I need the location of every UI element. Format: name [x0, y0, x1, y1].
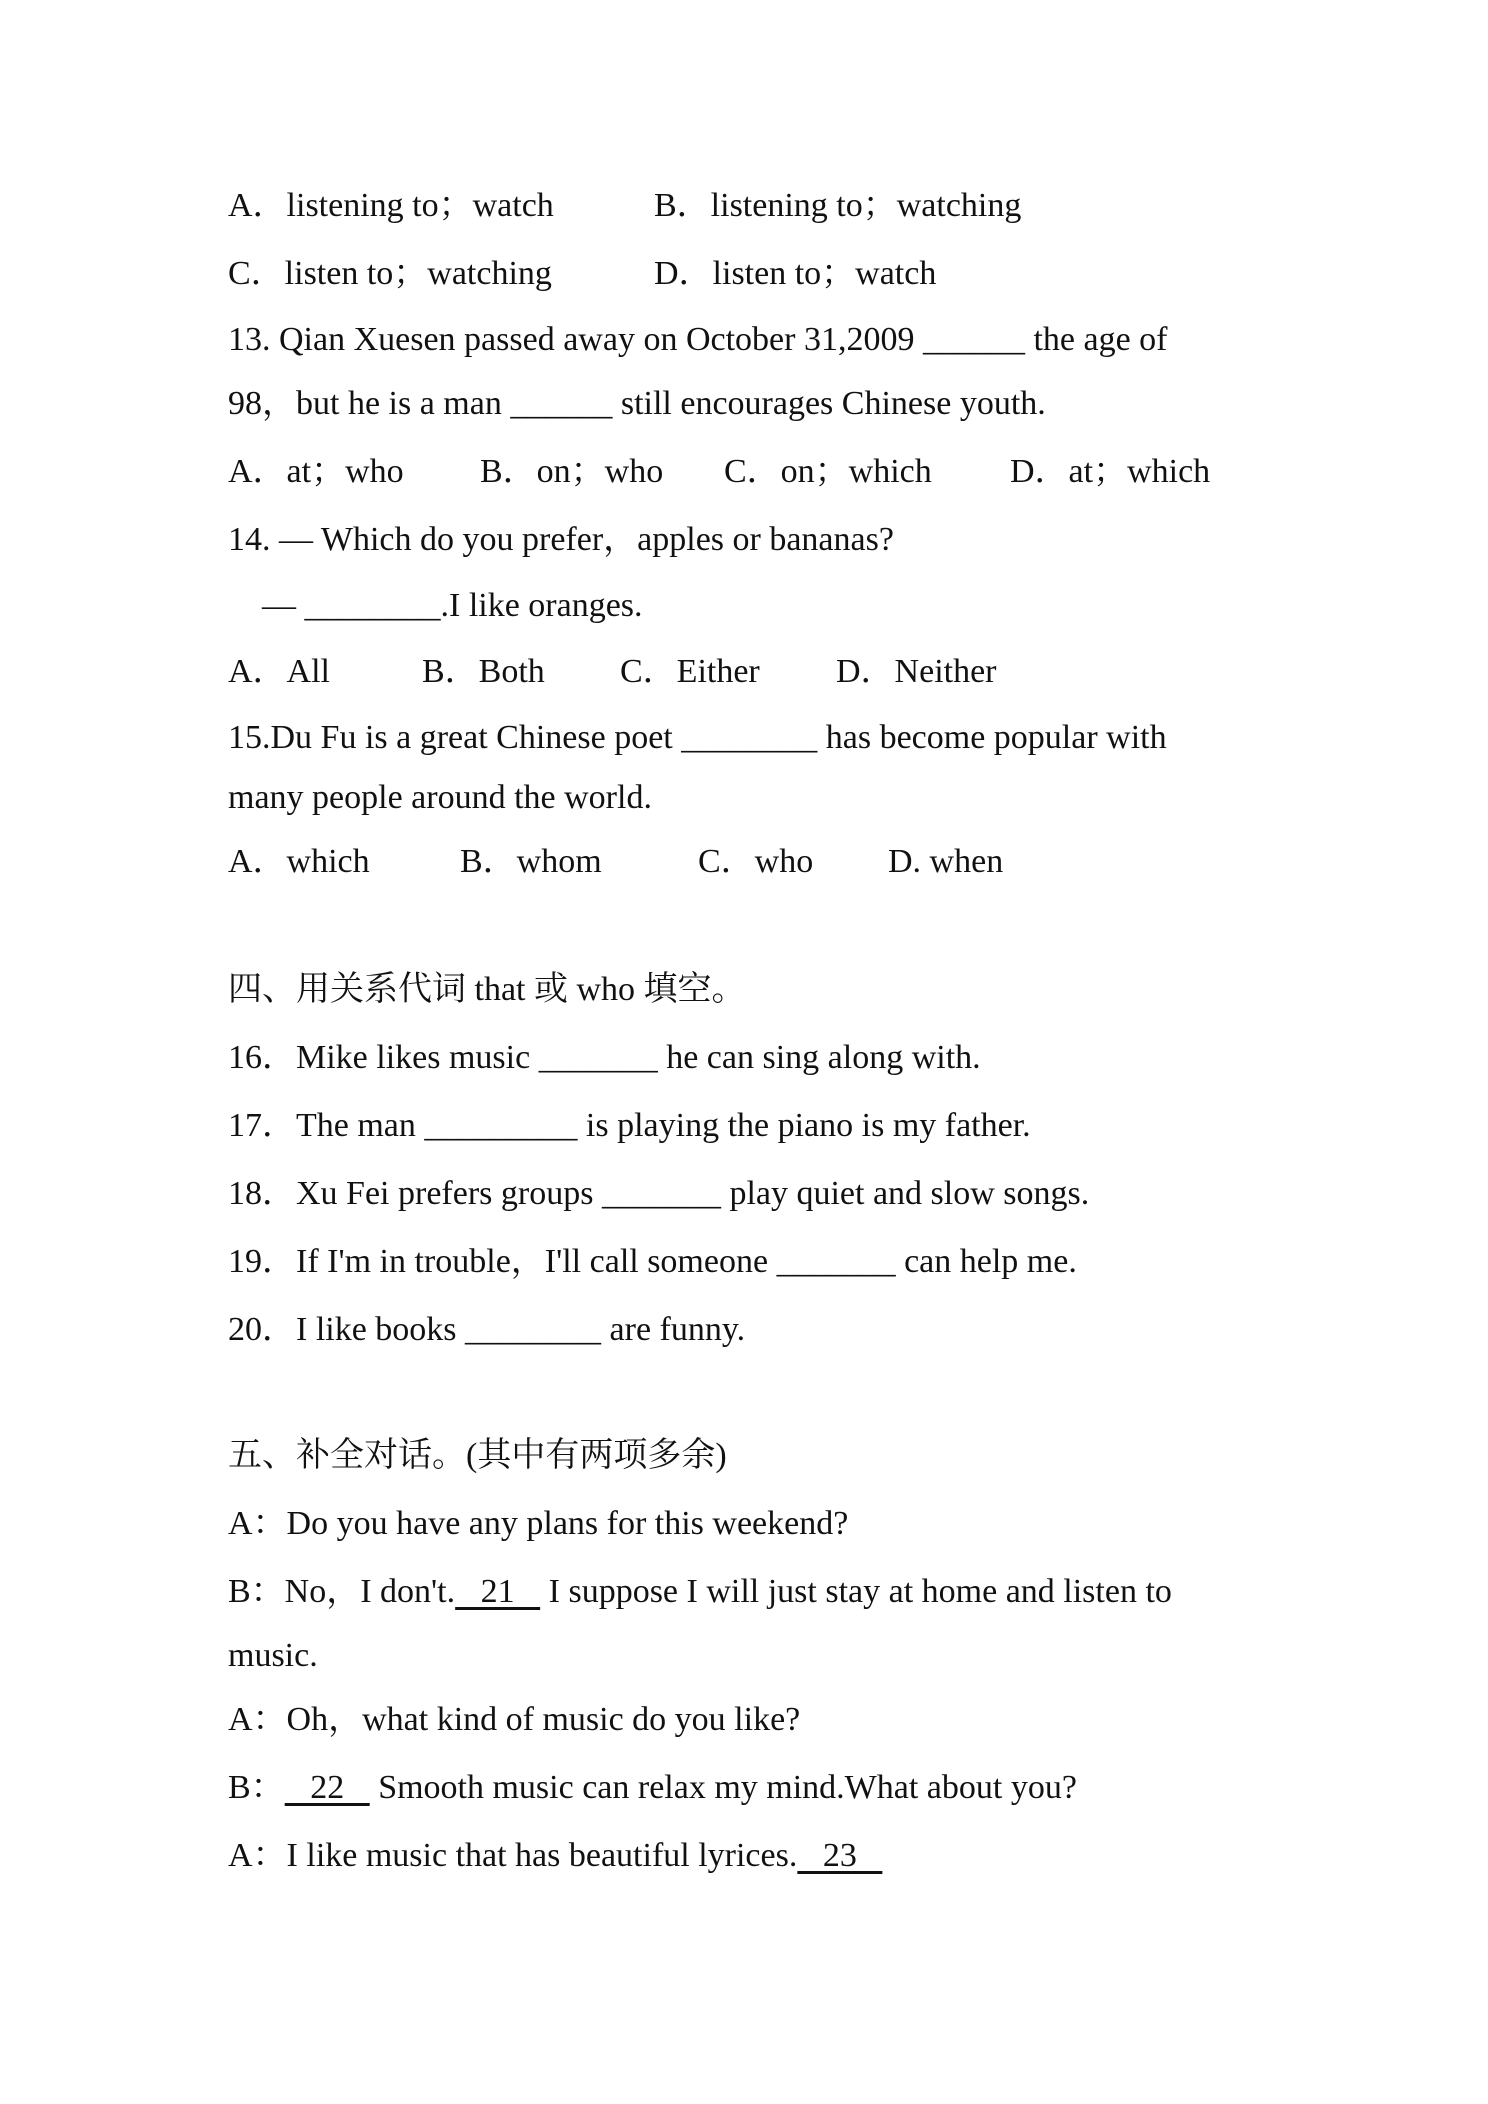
- q15-text: 15.Du Fu is a great Chinese poet: [228, 719, 682, 756]
- q14-reply: [262, 586, 643, 626]
- q16-text: 16．Mike likes music: [228, 1039, 539, 1076]
- q19-text: can help me.: [895, 1243, 1077, 1280]
- q15-option-d: D. when: [888, 843, 1004, 880]
- q14-option-b: B．Both: [422, 653, 545, 690]
- q19-blank: _______: [776, 1243, 896, 1280]
- dialogue-text: Smooth music can relax my mind.What about you?: [369, 1769, 1077, 1806]
- q14-blank: ________: [304, 587, 441, 624]
- q18-text: play quiet and slow songs.: [720, 1175, 1090, 1212]
- q16-blank: _______: [538, 1039, 658, 1076]
- dialogue-text: A：I like music that has beautiful lyrices.: [228, 1837, 798, 1874]
- q14-question: 14. — Which do you prefer，apples or bananas?: [228, 521, 894, 558]
- q15-line-1: [228, 718, 1167, 758]
- q12-option-a: A．listening to；watch: [228, 187, 554, 224]
- q13-option-b: B．on；who: [480, 453, 664, 490]
- q20-line: [228, 1310, 745, 1350]
- q12-option-b: B．listening to；watching: [654, 187, 1022, 224]
- q13-line-1: [228, 320, 1168, 360]
- q20-text: are funny.: [601, 1311, 746, 1348]
- dialogue-line-1: A：Do you have any plans for this weekend?: [228, 1505, 849, 1542]
- dialogue-line-5: [228, 1836, 882, 1876]
- q13-option-c: C．on；which: [724, 453, 932, 490]
- dialogue-text: I suppose I will just stay at home and listen to: [540, 1573, 1172, 1610]
- q13-blank-1: ______: [922, 321, 1025, 358]
- q18-text: 18．Xu Fei prefers groups: [228, 1175, 602, 1212]
- q18-blank: _______: [601, 1175, 721, 1212]
- q18-line: [228, 1174, 1089, 1214]
- q13-blank-2: ______: [510, 385, 613, 422]
- q19-line: [228, 1242, 1077, 1282]
- blank-22: 22: [284, 1769, 370, 1806]
- q15-line-2: many people around the world.: [228, 779, 652, 816]
- dialogue-line-2-cont: music.: [228, 1637, 318, 1674]
- dialogue-line-2: [228, 1572, 1172, 1612]
- q14-option-d: D．Neither: [836, 653, 997, 690]
- q17-text: is playing the piano is my father.: [577, 1107, 1031, 1144]
- dialogue-text: B：No，I don't.: [228, 1573, 456, 1610]
- q17-text: 17．The man: [228, 1107, 425, 1144]
- q13-text: 13. Qian Xuesen passed away on October 31,2009: [228, 321, 923, 358]
- q15-option-c: C．who: [698, 843, 814, 880]
- q14-dash: —: [262, 587, 305, 624]
- q20-blank: ________: [465, 1311, 602, 1348]
- q15-option-b: B．whom: [460, 843, 602, 880]
- blank-23: 23: [797, 1837, 883, 1874]
- q13-option-a: A．at；who: [228, 453, 404, 490]
- dialogue-line-3: A：Oh，what kind of music do you like?: [228, 1701, 801, 1738]
- q13-option-d: D．at；which: [1010, 453, 1211, 490]
- q13-text: 98，but he is a man: [228, 385, 511, 422]
- q12-option-d: D．listen to；watch: [654, 255, 937, 292]
- dialogue-text: B：: [228, 1769, 285, 1806]
- q19-text: 19．If I'm in trouble，I'll call someone: [228, 1243, 777, 1280]
- section-4-heading: 四、用关系代词 that 或 who 填空。: [228, 971, 746, 1008]
- q16-text: he can sing along with.: [657, 1039, 981, 1076]
- q13-line-2: [228, 384, 1046, 424]
- q15-blank: ________: [681, 719, 818, 756]
- q13-text: the age of: [1024, 321, 1168, 358]
- q14-reply-text: .I like oranges.: [440, 587, 643, 624]
- q14-option-c: C．Either: [620, 653, 760, 690]
- q15-option-a: A．which: [228, 843, 370, 880]
- q15-text: has become popular with: [817, 719, 1167, 756]
- q13-text: still encourages Chinese youth.: [612, 385, 1046, 422]
- q20-text: 20．I like books: [228, 1311, 466, 1348]
- section-5-heading: 五、补全对话。(其中有两项多余): [228, 1437, 727, 1474]
- q14-option-a: A．All: [228, 653, 330, 690]
- q17-blank: _________: [424, 1107, 578, 1144]
- q16-line: [228, 1038, 981, 1078]
- dialogue-line-4: [228, 1768, 1077, 1808]
- q12-option-c: C．listen to；watching: [228, 255, 552, 292]
- q17-line: [228, 1106, 1031, 1146]
- blank-21: 21: [455, 1573, 541, 1610]
